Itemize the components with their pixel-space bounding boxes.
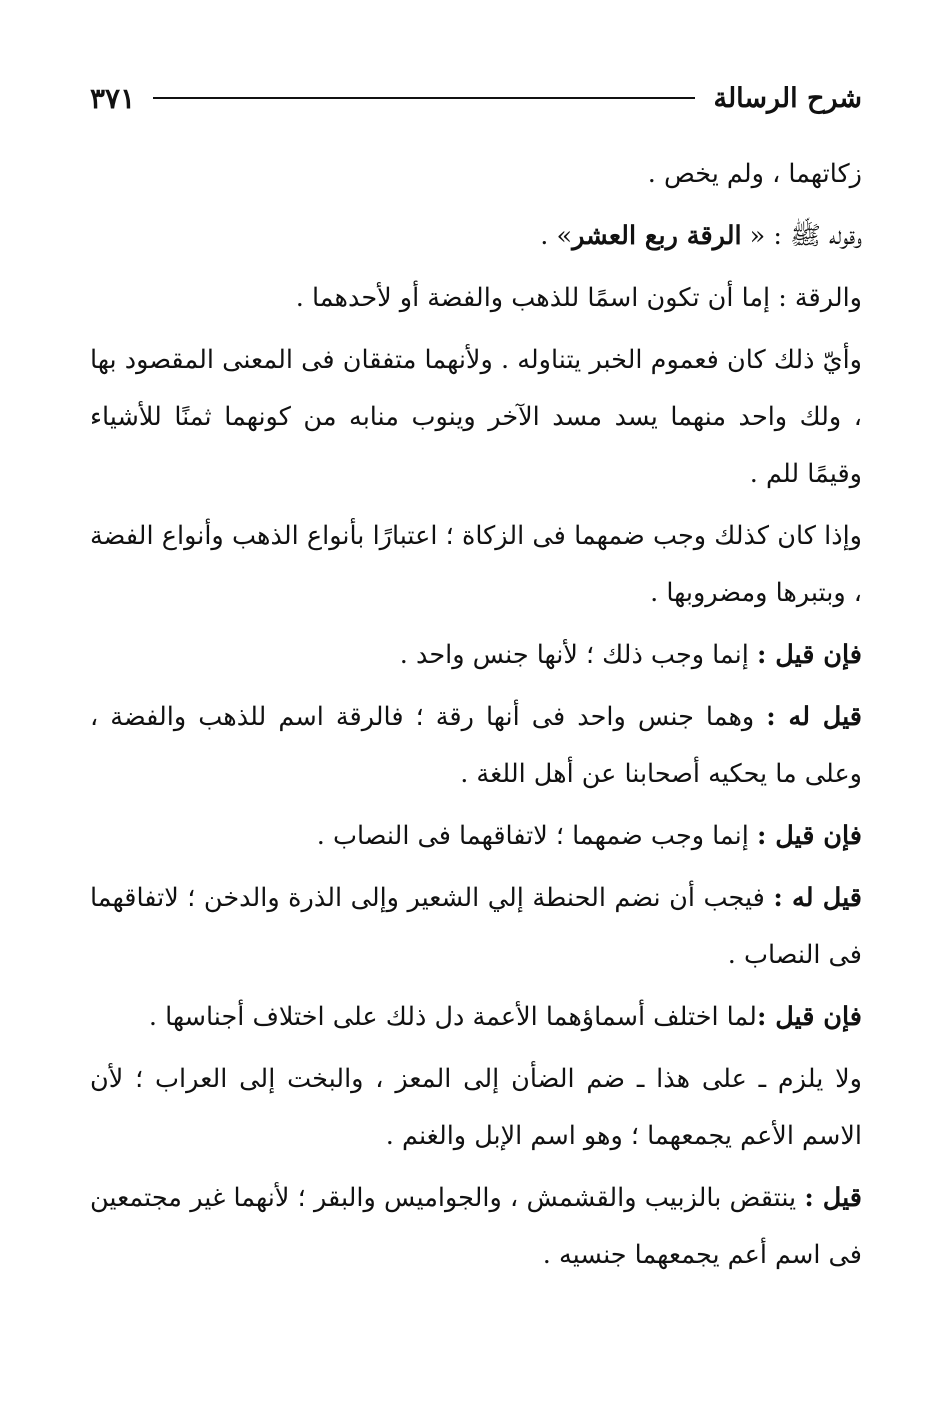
paragraph: [90, 808, 862, 865]
paragraph-text: وقوله ﷺ : «: [741, 221, 862, 251]
paragraph: [90, 208, 862, 265]
paragraph-text: ينتقض بالزبيب والقشمش ، والجواميس والبقر ؛ لأنهما غير مجتمعين فى اسم أعم يجمعهما جنسيه .: [90, 1183, 862, 1270]
paragraph-text: والرقة : إما أن تكون اسمًا للذهب والفضة أو لأحدهما .: [295, 283, 862, 313]
page-number: ٣٧١: [90, 81, 136, 115]
paragraph-text: زكاتهما ، ولم يخص .: [647, 159, 862, 189]
header-rule: [153, 97, 695, 99]
paragraph: [90, 508, 862, 622]
paragraph-text: إنما وجب ذلك ؛ لأنها جنس واحد .: [399, 640, 757, 670]
paragraph-text: لما اختلف أسماؤهما الأعمة دل ذلك على اختلاف أجناسها .: [148, 1002, 757, 1032]
paragraph-lead: قيل له :: [766, 702, 862, 732]
paragraph-text: إنما وجب ضمهما ؛ لاتفاقهما فى النصاب .: [316, 821, 757, 851]
paragraph: [90, 146, 862, 203]
paragraph: [90, 270, 862, 327]
paragraph-text: وإذا كان كذلك وجب ضمهما فى الزكاة ؛ اعتبارًا بأنواع الذهب وأنواع الفضة ، وبتبرها ومضروبها .: [90, 521, 862, 608]
paragraph-lead: فإن قيل :: [756, 640, 862, 670]
paragraph-text: فيجب أن نضم الحنطة إلي الشعير وإلى الذرة والدخن ؛ لاتفاقهما فى النصاب .: [90, 883, 862, 970]
paragraph: [90, 1170, 862, 1284]
paragraph: [90, 989, 862, 1046]
paragraph-text: » .: [540, 221, 573, 251]
paragraph-text: ولا يلزم ـ على هذا ـ ضم الضأن إلى المعز ، والبخت إلى العراب ؛ لأن الاسم الأعم يجمعهما ؛ وهو اسم الإبل والغنم .: [90, 1064, 862, 1151]
paragraph: [90, 332, 862, 503]
paragraph-lead: قيل :: [804, 1183, 862, 1213]
paragraph-lead: فإن قيل :: [756, 1002, 862, 1032]
page-header: [90, 78, 862, 118]
paragraph-lead: قيل له :: [773, 883, 862, 913]
paragraph-lead: فإن قيل :: [756, 821, 862, 851]
paragraph: [90, 627, 862, 684]
paragraph-text: وهما جنس واحد فى أنها رقة ؛ فالرقة اسم للذهب والفضة ، وعلى ما يحكيه أصحابنا عن أهل اللغة .: [90, 702, 862, 789]
paragraph-text: وأيّ ذلك كان فعموم الخبر يتناوله . ولأنهما متفقان فى المعنى المقصود بها ، ولك واحد منهما يسد مسد الآخر وينوب منابه من كونهما ثمنًا للأشياء وقيمًا للم .: [90, 345, 862, 489]
running-title: شرح الرسالة: [713, 82, 862, 114]
hadith-quote: الرقة ربع العشر: [572, 221, 742, 251]
paragraph: [90, 1051, 862, 1165]
paragraph: [90, 870, 862, 984]
paragraph: [90, 689, 862, 803]
body-text: [90, 146, 862, 1289]
